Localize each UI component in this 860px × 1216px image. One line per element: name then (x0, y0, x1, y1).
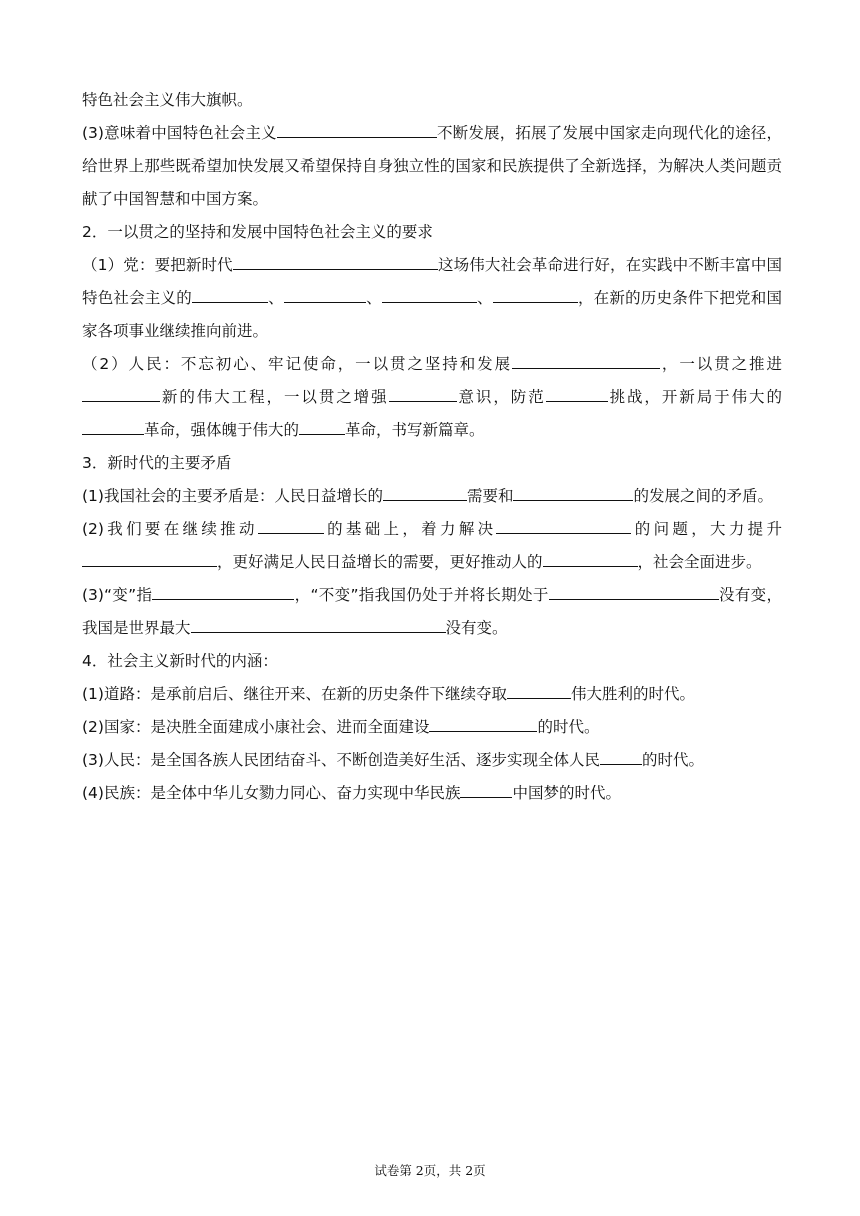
paragraph-1-3 (82, 117, 782, 216)
blank[interactable] (549, 582, 719, 600)
text: (2)国家：是决胜全面建成小康社会、进而全面建设 (82, 718, 430, 736)
text: ，“不变”指我国仍处于并将长期处于 (294, 586, 549, 604)
text: (4)民族：是全体中华儿女勠力同心、奋力实现中华民族 (82, 784, 461, 802)
paragraph-3-3 (82, 579, 782, 645)
blank[interactable] (543, 549, 638, 567)
text: (3)“变”指 (82, 586, 153, 604)
text: ，一以贯之推进 (660, 355, 782, 373)
section-heading-2: 2．一以贯之的坚持和发展中国特色社会主义的要求 (82, 223, 433, 241)
paragraph-3-1 (82, 480, 782, 513)
blank[interactable] (191, 615, 446, 633)
text: 需要和 (466, 487, 514, 505)
blank[interactable] (284, 285, 366, 303)
text: (3)意味着中国特色社会主义 (82, 124, 277, 142)
paragraph-2-1 (82, 249, 782, 348)
page-content (82, 84, 782, 810)
blank[interactable] (192, 285, 268, 303)
text: （1）党：要把新时代 (82, 256, 233, 274)
blank[interactable] (389, 384, 457, 402)
paragraph-4-2 (82, 711, 782, 744)
blank[interactable] (299, 417, 345, 435)
blank[interactable] (82, 384, 160, 402)
separator: 、 (476, 289, 493, 307)
text: (2)我们要在继续推动 (82, 520, 258, 538)
text: (3)人民：是全国各族人民团结奋斗、不断创造美好生活、逐步实现全体人民 (82, 751, 600, 769)
blank[interactable] (258, 516, 324, 534)
separator: 、 (267, 289, 284, 307)
text: 的发展之间的矛盾。 (633, 487, 773, 505)
paragraph-3-2 (82, 513, 782, 579)
paragraph-continued (82, 84, 782, 117)
blank[interactable] (383, 483, 467, 501)
blank[interactable] (496, 516, 631, 534)
text: 没有变。 (445, 619, 508, 637)
blank[interactable] (233, 252, 438, 270)
text: （2）人民：不忘初心、牢记使命，一以贯之坚持和发展 (82, 355, 512, 373)
text: (1)我国社会的主要矛盾是：人民日益增长的 (82, 487, 383, 505)
text: 伟大胜利的时代。 (570, 685, 695, 703)
text: ，在新的历史条件下把党和国家各项事业继续推向前进。 (82, 289, 782, 340)
text: (1)道路：是承前启后、继往开来、在新的历史条件下继续夺取 (82, 685, 507, 703)
paragraph-4-3 (82, 744, 782, 777)
blank[interactable] (82, 417, 144, 435)
blank[interactable] (152, 582, 294, 600)
text: 特色社会主义伟大旗帜。 (82, 91, 253, 109)
text: ，社会全面进步。 (637, 553, 762, 571)
text: 革命，强体魄于伟大的 (144, 421, 300, 439)
text: ，更好满足人民日益增长的需要，更好推动人的 (217, 553, 543, 571)
text: 意识，防范 (456, 388, 546, 406)
text: 挑战，开新局于伟大的 (607, 388, 782, 406)
text: 的基础上，着力解决 (323, 520, 497, 538)
text: 新的伟大工程，一以贯之增强 (160, 388, 389, 406)
blank[interactable] (429, 714, 537, 732)
text: 的时代。 (641, 751, 704, 769)
paragraph-4-4 (82, 777, 782, 810)
blank[interactable] (277, 120, 437, 138)
text: 没有变，我国是世界最大 (82, 586, 782, 637)
blank[interactable] (382, 285, 477, 303)
blank[interactable] (600, 747, 642, 765)
text: 革命，书写新篇章。 (345, 421, 485, 439)
blank[interactable] (507, 681, 571, 699)
paragraph-4-1 (82, 678, 782, 711)
separator: 、 (365, 289, 382, 307)
blank[interactable] (82, 549, 217, 567)
text: 的问题，大力提升 (631, 520, 782, 538)
blank[interactable] (513, 483, 633, 501)
blank[interactable] (460, 780, 512, 798)
text: 不断发展，拓展了发展中国家走向现代化的途径，给世界上那些既希望加快发展又希望保持自身独立性的国家和民族提供了全新选择，为解决人类问题贡献了中国智慧和中国方案。 (82, 124, 782, 208)
blank[interactable] (512, 351, 660, 369)
paragraph-2-2 (82, 348, 782, 447)
blank[interactable] (546, 384, 608, 402)
text: 这场伟大社会革命进行好，在实践中不断丰富中国特色社会主义的 (82, 256, 782, 307)
text: 中国梦的时代。 (512, 784, 621, 802)
page-footer: 试卷第 2页，共 2页 (374, 1163, 486, 1178)
blank[interactable] (493, 285, 578, 303)
section-heading-4: 4．社会主义新时代的内涵： (82, 652, 278, 670)
text: 的时代。 (537, 718, 600, 736)
section-heading-3: 3．新时代的主要矛盾 (82, 454, 232, 472)
